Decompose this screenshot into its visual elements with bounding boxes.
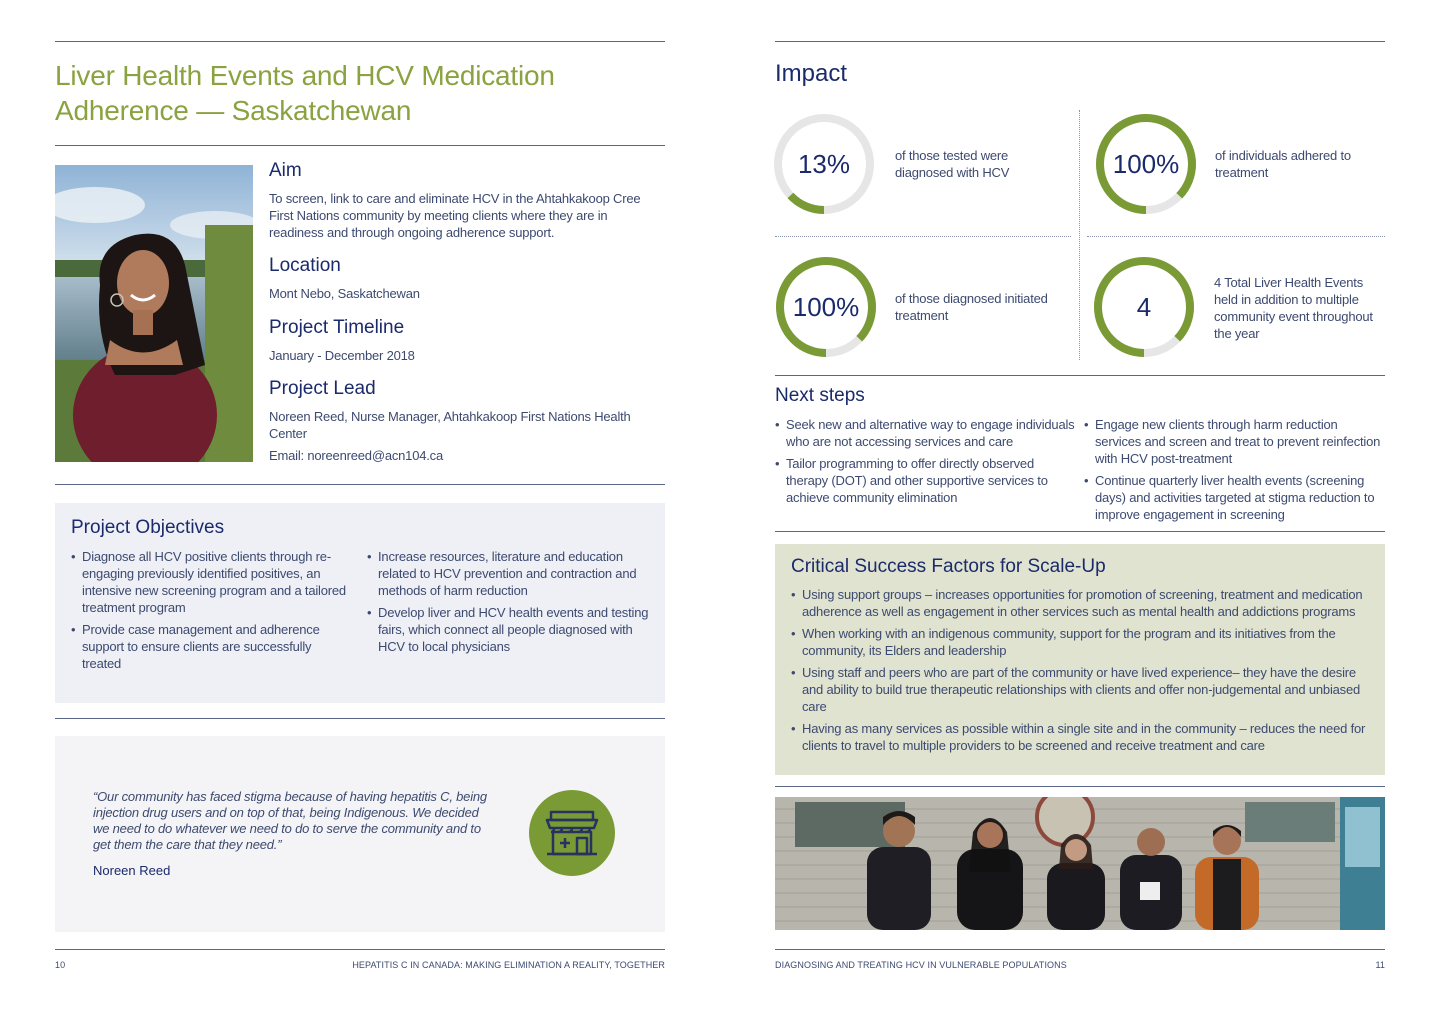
stat-value: 100% [792, 292, 860, 322]
quote-author: Noreen Reed [93, 863, 171, 878]
stat-value: 13% [797, 149, 851, 179]
stat-label: 4 Total Liver Health Events held in addition to multiple community event throughout the year [1214, 275, 1373, 341]
footer-rule [775, 949, 1385, 950]
objectives-list-col2 [367, 548, 649, 660]
group-photo [775, 797, 1385, 930]
grid-divider-vertical [1079, 110, 1080, 360]
timeline-section [269, 317, 665, 364]
csf-list [791, 586, 1369, 754]
stat-value: 100% [1112, 149, 1180, 179]
critical-success-factors-box [775, 544, 1385, 775]
section-rule [775, 531, 1385, 532]
aim-text: To screen, link to care and eliminate HCV in the Ahtahkakoop Cree First Nations community by meeting clients where they are in readiness and through ongoing adherence support. [269, 191, 641, 240]
page-number: 10 [55, 960, 66, 970]
footer-title: HEPATITIS C IN CANADA: MAKING ELIMINATION A REALITY, TOGETHER [352, 960, 665, 970]
aim-section [269, 160, 665, 241]
clinic-storefront-icon [529, 790, 615, 876]
list-item: • Using staff and peers who are part of the community or have lived experience– they have the desire and ability to build true therapeutic relationships with clients and offer non-judgemental and unbiased care [791, 664, 1369, 715]
next-steps-list-col1 [775, 416, 1075, 511]
portrait-photo [55, 165, 253, 462]
stat-label: of those diagnosed initiated treatment [895, 291, 1048, 323]
lead-email[interactable]: Email: noreenreed@acn104.ca [269, 448, 444, 463]
timeline-heading: Project Timeline [269, 317, 405, 338]
list-item: • Develop liver and HCV health events and testing fairs, which connect all people diagnosed with HCV to local physicians [367, 604, 649, 655]
title-rule [55, 145, 665, 146]
stat-ring [1093, 111, 1199, 222]
top-rule [775, 41, 1385, 42]
stat-ring [773, 254, 879, 365]
section-rule [55, 718, 665, 719]
lead-text: Noreen Reed, Nurse Manager, Ahtahkakoop First Nations Health Center [269, 409, 631, 441]
location-section [269, 255, 665, 302]
grid-divider [775, 236, 1071, 237]
list-item: • Continue quarterly liver health events (screening days) and activities targeted at stigma reduction to improve engagement in screening [1084, 472, 1385, 523]
impact-heading: Impact [775, 60, 848, 87]
list-item: • When working with an indigenous community, support for the program and its initiatives from the community, its Elders and leadership [791, 625, 1369, 659]
list-item: • Engage new clients through harm reduction services and screen and treat to prevent reinfection with HCV post-treatment [1084, 416, 1385, 467]
title-line-2: Adherence — Saskatchewan [55, 95, 412, 126]
lead-section [269, 378, 665, 464]
quote-box [55, 736, 665, 932]
list-item: • Tailor programming to offer directly observed therapy (DOT) and other supportive services to achieve community elimination [775, 455, 1075, 506]
section-rule [775, 786, 1385, 787]
lead-heading: Project Lead [269, 378, 376, 399]
location-heading: Location [269, 255, 341, 276]
stat-value: 4 [1136, 292, 1152, 322]
grid-divider [1087, 236, 1385, 237]
right-page [775, 0, 1385, 1018]
list-item: • Using support groups – increases opportunities for promotion of screening, treatment and medication adherence as well as engagement in other services such as mental health and addictions programs [791, 586, 1369, 620]
page-number: 11 [1375, 960, 1385, 970]
aim-heading: Aim [269, 160, 302, 181]
left-page [55, 0, 665, 1018]
list-item: • Diagnose all HCV positive clients through re-engaging previously identified positives, an intensive new screening program and a tailored treatment program [71, 548, 347, 616]
footer-title: DIAGNOSING AND TREATING HCV IN VULNERABLE POPULATIONS [775, 960, 1067, 970]
title-line-1: Liver Health Events and HCV Medication [55, 60, 555, 91]
list-item: • Having as many services as possible within a single site and in the community – reduces the need for clients to travel to multiple providers to be screened and receive treatment and care [791, 720, 1369, 754]
stat-ring [1091, 254, 1197, 365]
objectives-box [55, 503, 665, 703]
quote-text: “Our community has faced stigma because of having hepatitis C, being injection drug users and on top of that, being Indigenous. We decided we need to do whatever we need to do to serve the community and to get them the care that they need.” [93, 789, 487, 852]
list-item: • Provide case management and adherence support to ensure clients are successfully treated [71, 621, 347, 672]
objectives-heading: Project Objectives [71, 517, 225, 538]
list-item: • Seek new and alternative way to engage individuals who are not accessing services and care [775, 416, 1075, 450]
section-rule [775, 375, 1385, 376]
list-item: • Increase resources, literature and education related to HCV prevention and contraction and methods of harm reduction [367, 548, 649, 599]
csf-heading: Critical Success Factors for Scale-Up [791, 556, 1106, 577]
objectives-list-col1 [71, 548, 347, 677]
next-steps-heading: Next steps [775, 385, 865, 406]
stat-label: of those tested were diagnosed with HCV [895, 148, 1010, 180]
top-rule [55, 41, 665, 42]
next-steps-list-col2 [1084, 416, 1385, 528]
footer-rule [55, 949, 665, 950]
page-title [55, 58, 665, 128]
timeline-text: January - December 2018 [269, 348, 415, 363]
location-text: Mont Nebo, Saskatchewan [269, 286, 420, 301]
stat-ring [771, 111, 877, 222]
section-rule [55, 484, 665, 485]
stat-label: of individuals adhered to treatment [1215, 148, 1351, 180]
